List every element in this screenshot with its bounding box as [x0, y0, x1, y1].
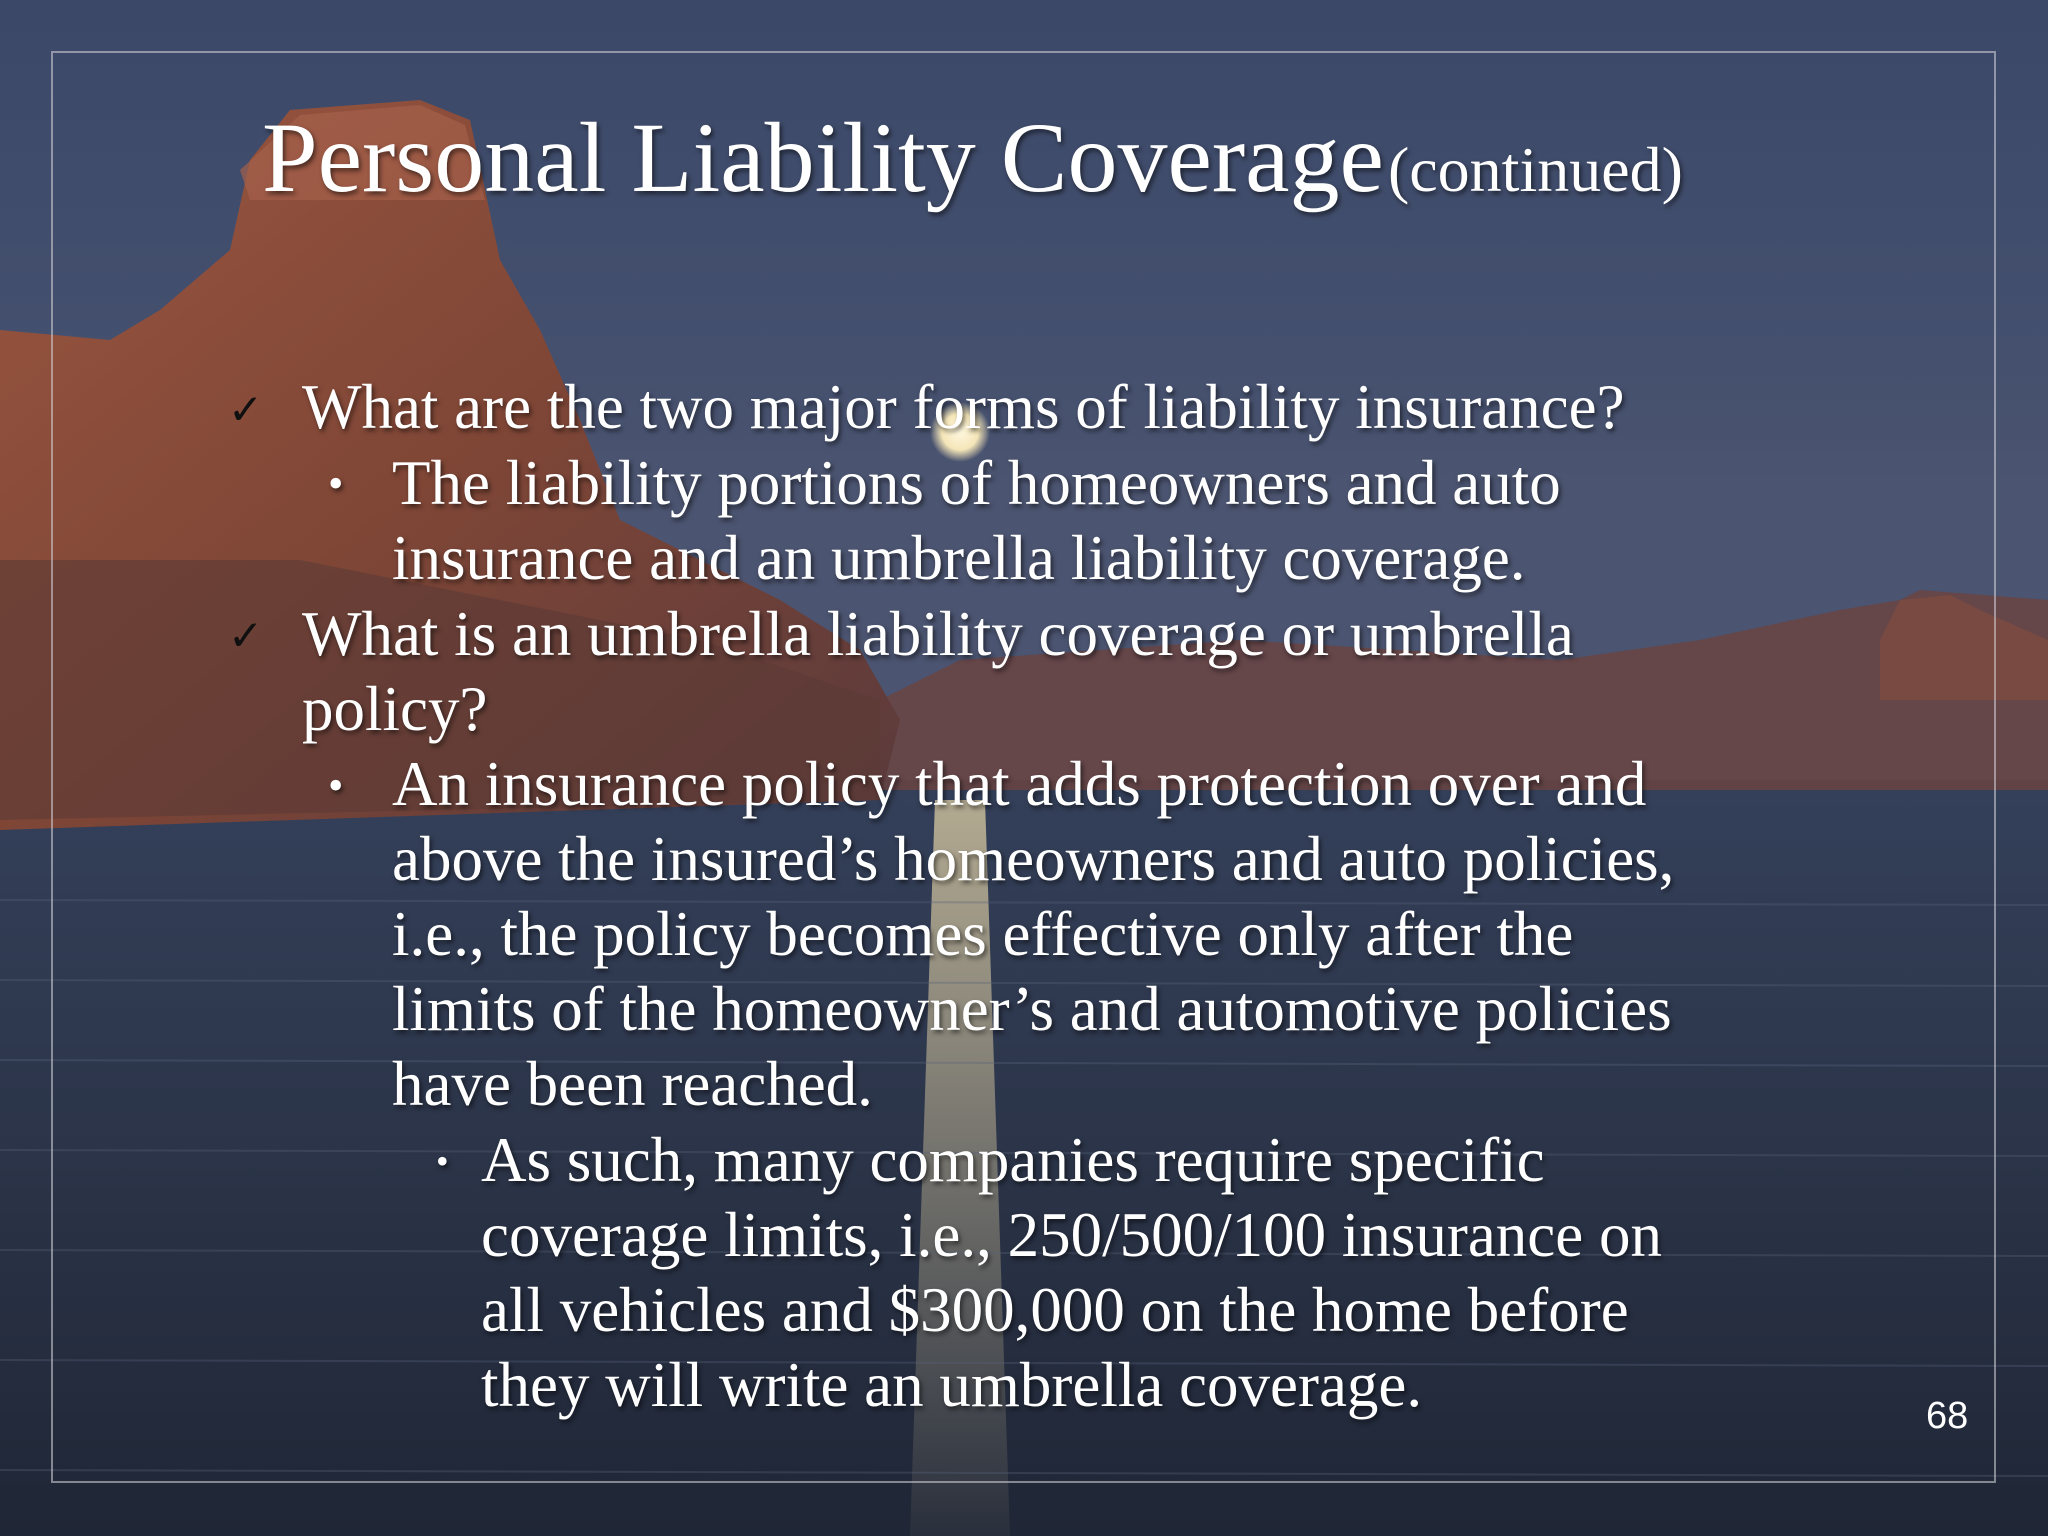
title-main: Personal Liability Coverage: [262, 102, 1384, 213]
answer-2-line-2: above the insured’s homeowners and auto policies,: [392, 824, 1675, 894]
answer-2-line-1: An insurance policy that adds protection over and: [392, 749, 1647, 819]
answer-2-sub-line-4: they will write an umbrella coverage.: [481, 1350, 1423, 1420]
bullet-dot-icon: •: [328, 459, 344, 508]
answer-1-line-2: insurance and an umbrella liability coverage.: [392, 523, 1526, 593]
answer-2-sub-line-1: As such, many companies require specific: [481, 1125, 1545, 1195]
answer-2-line-4: limits of the homeowner’s and automotive policies: [392, 974, 1672, 1044]
question-1: What are the two major forms of liability insurance?: [302, 372, 1625, 442]
answer-1-line-1: The liability portions of homeowners and auto: [392, 448, 1561, 518]
title-continued: (continued): [1387, 134, 1683, 205]
question-2-line-2: policy?: [302, 674, 488, 744]
answer-2-line-5: have been reached.: [392, 1049, 873, 1119]
answer-2-line-3: i.e., the policy becomes effective only after the: [392, 899, 1574, 969]
page-number: 68: [1926, 1395, 1969, 1437]
checkmark-icon: ✓: [228, 611, 264, 660]
bullet-dot-icon: •: [328, 761, 344, 810]
question-2-line-1: What is an umbrella liability coverage or umbrella: [302, 599, 1574, 669]
bullet-dot-icon: •: [436, 1141, 449, 1181]
answer-2-sub-line-2: coverage limits, i.e., 250/500/100 insurance on: [481, 1200, 1662, 1270]
answer-2-sub-line-3: all vehicles and $300,000 on the home before: [481, 1275, 1629, 1345]
checkmark-icon: ✓: [228, 385, 264, 434]
